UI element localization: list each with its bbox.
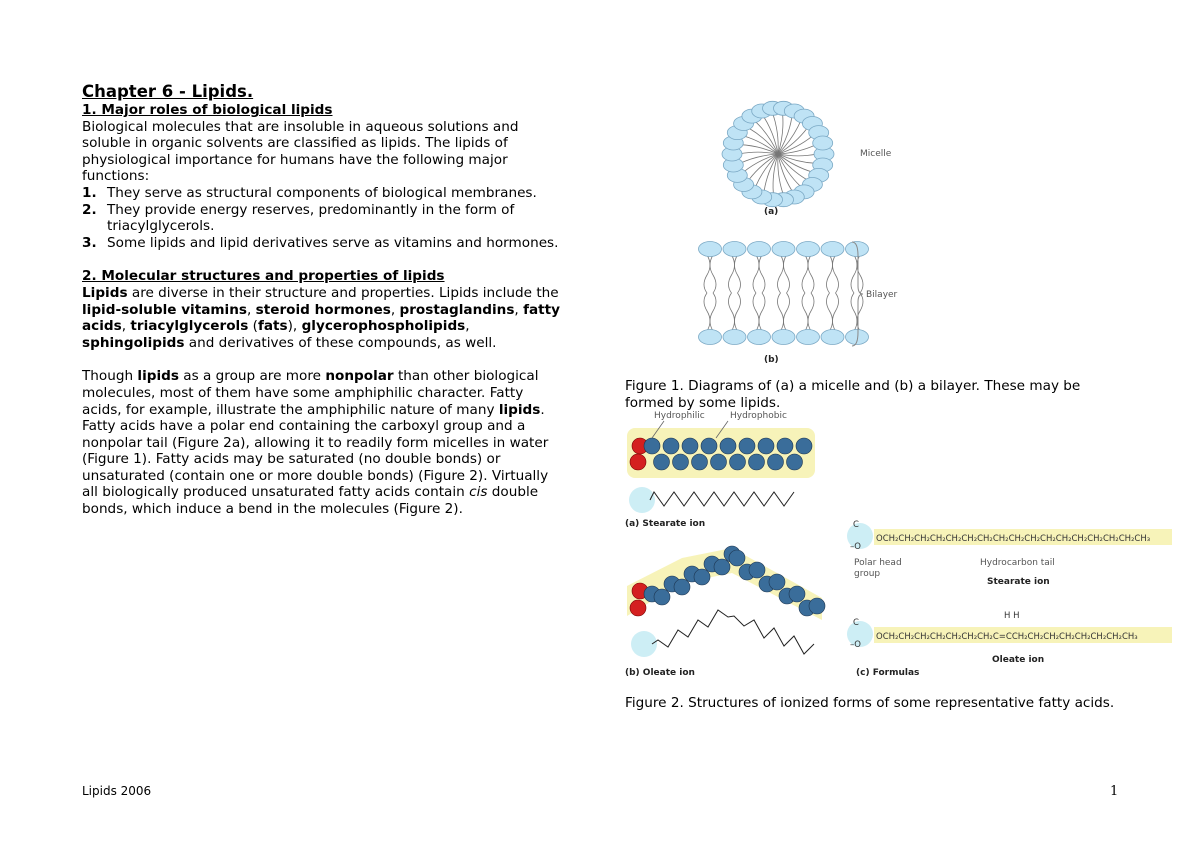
carbon-atom [739, 438, 755, 454]
micelle-tail [773, 154, 778, 193]
section-2-paragraph-1: Lipids are diverse in their structure and properties. Lipids include the lipid-soluble vitamins, steroid hormones, prostaglandins, fatty acids, triacylglycerols (fats), glycerophospholipids, sphingolipids and derivatives of these compounds, as well. [82, 284, 561, 351]
carbon-atom [768, 454, 784, 470]
list-text: They provide energy reserves, predominantly in the form of triacylglycerols. [107, 201, 515, 235]
micelle-tail [778, 154, 783, 193]
carbon-atom [714, 559, 730, 575]
stearate-formula: OCH₂CH₂CH₂CH₂CH₂CH₂CH₂CH₂CH₂CH₂CH₂CH₂CH₂CH₂CH₂CH₂CH₃ [876, 534, 1151, 544]
bilayer-tail [827, 255, 833, 293]
carbon-atom [701, 438, 717, 454]
carbon-atom [682, 438, 698, 454]
bilayer-head [772, 330, 795, 345]
micelle-tail [749, 128, 778, 154]
bilayer-tail [784, 293, 790, 331]
carboxyl-o: –O [850, 542, 861, 552]
formulas-caption: (c) Formulas [856, 668, 920, 678]
figure-1-caption: Figure 1. Diagrams of (a) a micelle and (b) a bilayer. These may be formed by some lipids. [625, 378, 1081, 411]
micelle-tail [756, 154, 778, 186]
carbon-atom [663, 438, 679, 454]
oleate-name: Oleate ion [992, 655, 1045, 665]
micelle-tail [764, 118, 778, 155]
carbon-atom [673, 454, 689, 470]
carbon-atom [654, 454, 670, 470]
bilayer-label: Bilayer [866, 290, 898, 300]
bilayer-tail [827, 293, 833, 331]
oleate-chain-line [652, 610, 814, 654]
bilayer-head [723, 242, 746, 257]
term-cis: cis [469, 484, 488, 501]
bilayer-tail [753, 293, 759, 331]
carbon-atom [654, 589, 670, 605]
bilayer-tail [784, 255, 790, 293]
list-number: 2. [82, 201, 97, 218]
list-item [82, 202, 562, 235]
hydrophobic-label: Hydrophobic [730, 411, 787, 421]
bilayer-head [748, 330, 771, 345]
carboxyl-o: –O [850, 640, 861, 650]
carboxyl-c: C [853, 618, 859, 628]
term-sphingolipids: sphingolipids [82, 334, 185, 351]
bilayer-tail [778, 293, 784, 331]
bilayer-head [772, 242, 795, 257]
bilayer-tail [808, 293, 814, 331]
list-item [82, 185, 562, 202]
oleate-highlight [627, 548, 822, 620]
bilayer-tail [704, 255, 710, 293]
bilayer-head [699, 242, 722, 257]
micelle-tail [778, 154, 792, 191]
list-text: Some lipids and lipid derivatives serve as vitamins and hormones. [107, 234, 559, 251]
bilayer-tail [729, 255, 735, 293]
polar-head-label: Polar head [854, 558, 902, 568]
section-1-intro: Biological molecules that are insoluble in aqueous solutions and soluble in organic solvents are classified as lipids. The lipids of physiological importance for humans have the following major functions: [82, 118, 519, 185]
micelle-tail [778, 122, 800, 154]
page-number: 1 [1110, 784, 1119, 799]
term-fats: fats [257, 318, 288, 335]
carbon-atom [777, 438, 793, 454]
list-item [82, 235, 562, 252]
figure-2-diagram [622, 408, 1182, 680]
bilayer-head [699, 330, 722, 345]
oleate-h-atoms: H H [1004, 611, 1020, 621]
term-lipids: Lipids [82, 284, 128, 301]
oleate-caption: (b) Oleate ion [625, 668, 695, 678]
bilayer-tail [710, 293, 716, 331]
bilayer-diagram [699, 242, 869, 345]
list-number: 3. [82, 234, 97, 251]
micelle-tail [744, 136, 779, 154]
carbon-atom [720, 438, 736, 454]
term-glycerophospholipids: glycerophospholipids [301, 318, 466, 335]
micelle-tail [778, 118, 792, 155]
term-fatty-acids: fatty acids [82, 301, 561, 335]
bilayer-head [748, 242, 771, 257]
stearate-caption: (a) Stearate ion [625, 519, 706, 529]
bilayer-tail [851, 293, 857, 331]
hydrocarbon-tail-label: Hydrocarbon tail [980, 558, 1055, 568]
bilayer-tail [759, 255, 765, 293]
carbon-atom [644, 438, 660, 454]
carbon-atom [787, 454, 803, 470]
bilayer-head [723, 330, 746, 345]
term-vitamins: lipid-soluble vitamins [82, 301, 247, 318]
bilayer-tail [833, 255, 839, 293]
hydrophilic-label: Hydrophilic [654, 411, 705, 421]
label-a: (a) [764, 207, 779, 217]
bilayer-tail [759, 293, 765, 331]
bilayer-tail [735, 255, 741, 293]
micelle-tail [773, 115, 778, 154]
bilayer-tail [802, 255, 808, 293]
bilayer-tail [833, 293, 839, 331]
section-2-paragraph-2: Though lipids as a group are more nonpolar than other biological molecules, most of them have some amphiphilic character. Fatty acids, for example, illustrate the amphiphilic nature of many lipids. Fatty acids have a polar end containing the carboxyl group and a nonpolar tail (Figure 2a), allowing it to readily form micelles in water (Figure 1). Fatty acids may be saturated (no double bonds) or unsaturated (contain one or more double bonds) (Figure 2). Virtually all biologically produced unsaturated fatty acids contain cis double bonds, which induce a bend in the molecules (Figure 2). [82, 368, 549, 518]
oleate-head-glow [631, 631, 657, 657]
section-1-title: 1. Major roles of biological lipids [82, 102, 333, 118]
bilayer-head [821, 330, 844, 345]
micelle-tail [739, 152, 778, 154]
carbon-atom [692, 454, 708, 470]
micelle-head [813, 136, 833, 150]
micelle-tail [756, 122, 778, 154]
carbon-atom [769, 574, 785, 590]
micelle-tail [778, 115, 783, 154]
carbon-atom [796, 438, 812, 454]
label-b: (b) [764, 355, 779, 365]
footer-title: Lipids 2006 [82, 784, 152, 798]
oleate-formula: OCH₂CH₂CH₂CH₂CH₂CH₂CH₂C=CCH₂CH₂CH₂CH₂CH₂CH₂CH₂CH₃ [876, 632, 1138, 642]
term-triacylglycerols: triacylglycerols [130, 318, 249, 335]
bilayer-tail [753, 255, 759, 293]
bilayer-tail [802, 293, 808, 331]
carbon-atom [674, 579, 690, 595]
micelle-tail [778, 154, 813, 172]
term-steroid-hormones: steroid hormones [255, 301, 391, 318]
chapter-title: Chapter 6 - Lipids. [82, 82, 254, 101]
carbon-atom [789, 586, 805, 602]
figure-1-diagram [680, 96, 920, 366]
section-2-title: 2. Molecular structures and properties of lipids [82, 268, 445, 285]
micelle-tail [778, 154, 817, 156]
bilayer-tail [735, 293, 741, 331]
carbon-atom [749, 454, 765, 470]
stearate-chain-line [650, 492, 794, 506]
oxygen-atom [630, 454, 646, 470]
micelle-diagram [722, 101, 834, 206]
micelle-tail [778, 154, 800, 186]
group-label: group [854, 569, 881, 579]
micelle-label: Micelle [860, 149, 892, 159]
carbon-atom [749, 562, 765, 578]
carbon-atom [694, 569, 710, 585]
carboxyl-c: C [853, 520, 859, 530]
figure-2-caption: Figure 2. Structures of ionized forms of some representative fatty acids. [625, 695, 1115, 711]
bilayer-head [797, 242, 820, 257]
term-prostaglandins: prostaglandins [399, 301, 515, 318]
list-text: They serve as structural components of biological membranes. [107, 184, 537, 201]
bilayer-tail [778, 255, 784, 293]
stearate-name: Stearate ion [987, 577, 1050, 587]
bilayer-head [797, 330, 820, 345]
carbon-atom [729, 550, 745, 566]
oxygen-atom [630, 600, 646, 616]
bilayer-tail [808, 255, 814, 293]
term-lipids: lipids [137, 368, 179, 385]
bilayer-tail [729, 293, 735, 331]
main-text-column [82, 82, 562, 518]
bilayer-tail [710, 255, 716, 293]
functions-list [82, 185, 562, 251]
micelle-tail [764, 154, 778, 191]
carbon-atom [758, 438, 774, 454]
term-nonpolar: nonpolar [325, 368, 394, 385]
bilayer-head [821, 242, 844, 257]
list-number: 1. [82, 184, 97, 201]
stearate-head-glow [629, 487, 655, 513]
micelle-tail [778, 154, 807, 180]
carbon-atom [711, 454, 727, 470]
term-lipids: lipids [498, 401, 541, 418]
bilayer-tail [704, 293, 710, 331]
bilayer-tail [851, 255, 857, 293]
carbon-atom [809, 598, 825, 614]
carbon-atom [730, 454, 746, 470]
